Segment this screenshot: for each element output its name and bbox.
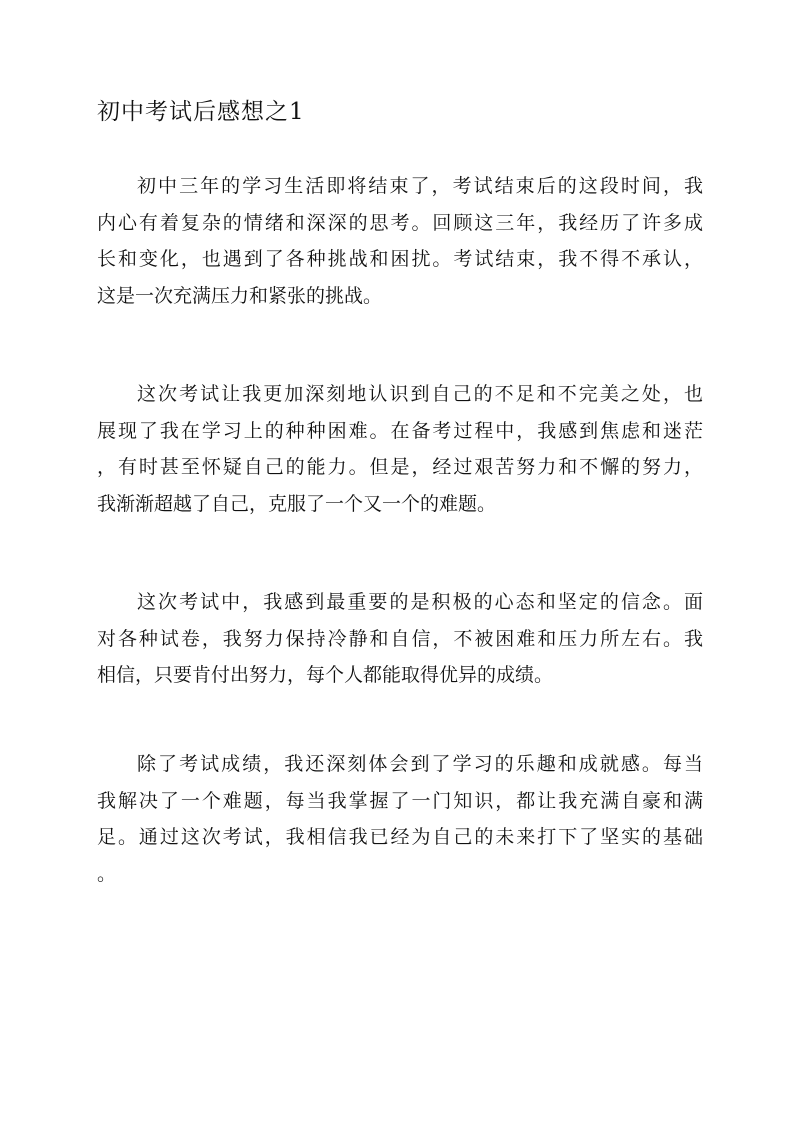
paragraph-line: 我解决了一个难题，每当我掌握了一门知识，都让我充满自豪和满 (97, 789, 703, 812)
paragraph-line: 内心有着复杂的情绪和深深的思考。回顾这三年，我经历了许多成 (97, 211, 703, 234)
paragraph-line: 除了考试成绩，我还深刻体会到了学习的乐趣和成就感。每当 (137, 753, 703, 775)
paragraph-line: 展现了我在学习上的种种困难。在备考过程中，我感到焦虑和迷茫 (97, 419, 703, 442)
paragraph-line: 我渐渐超越了自己，克服了一个又一个的难题。 (97, 492, 497, 515)
paragraph-line: 。 (97, 862, 117, 885)
paragraph-line: 长和变化，也遇到了各种挑战和困扰。考试结束，我不得不承认， (97, 248, 703, 270)
paragraph-line: 对各种试卷，我努力保持冷静和自信，不被困难和压力所左右。我 (97, 627, 703, 650)
paragraph-3 (97, 584, 703, 694)
paragraph-line: 这次考试中，我感到最重要的是积极的心态和坚定的信念。面 (137, 591, 703, 613)
paragraph-line: 初中三年的学习生活即将结束了，考试结束后的这段时间，我 (137, 175, 703, 197)
paragraph-4 (97, 746, 703, 892)
paragraph-line: 足。通过这次考试，我相信我已经为自己的未来打下了坚实的基础 (97, 826, 703, 848)
paragraph-1 (97, 168, 703, 314)
paragraph-line: 这次考试让我更加深刻地认识到自己的不足和不完美之处，也 (137, 383, 703, 405)
paragraph-line: 相信，只要肯付出努力，每个人都能取得优异的成绩。 (97, 664, 554, 686)
paragraph-line: ，有时甚至怀疑自己的能力。但是，经过艰苦努力和不懈的努力， (97, 456, 703, 478)
paragraph-2 (97, 376, 703, 522)
paragraph-line: 这是一次充满压力和紧张的挑战。 (97, 284, 383, 307)
document-title: 初中考试后感想之1 (97, 99, 305, 125)
